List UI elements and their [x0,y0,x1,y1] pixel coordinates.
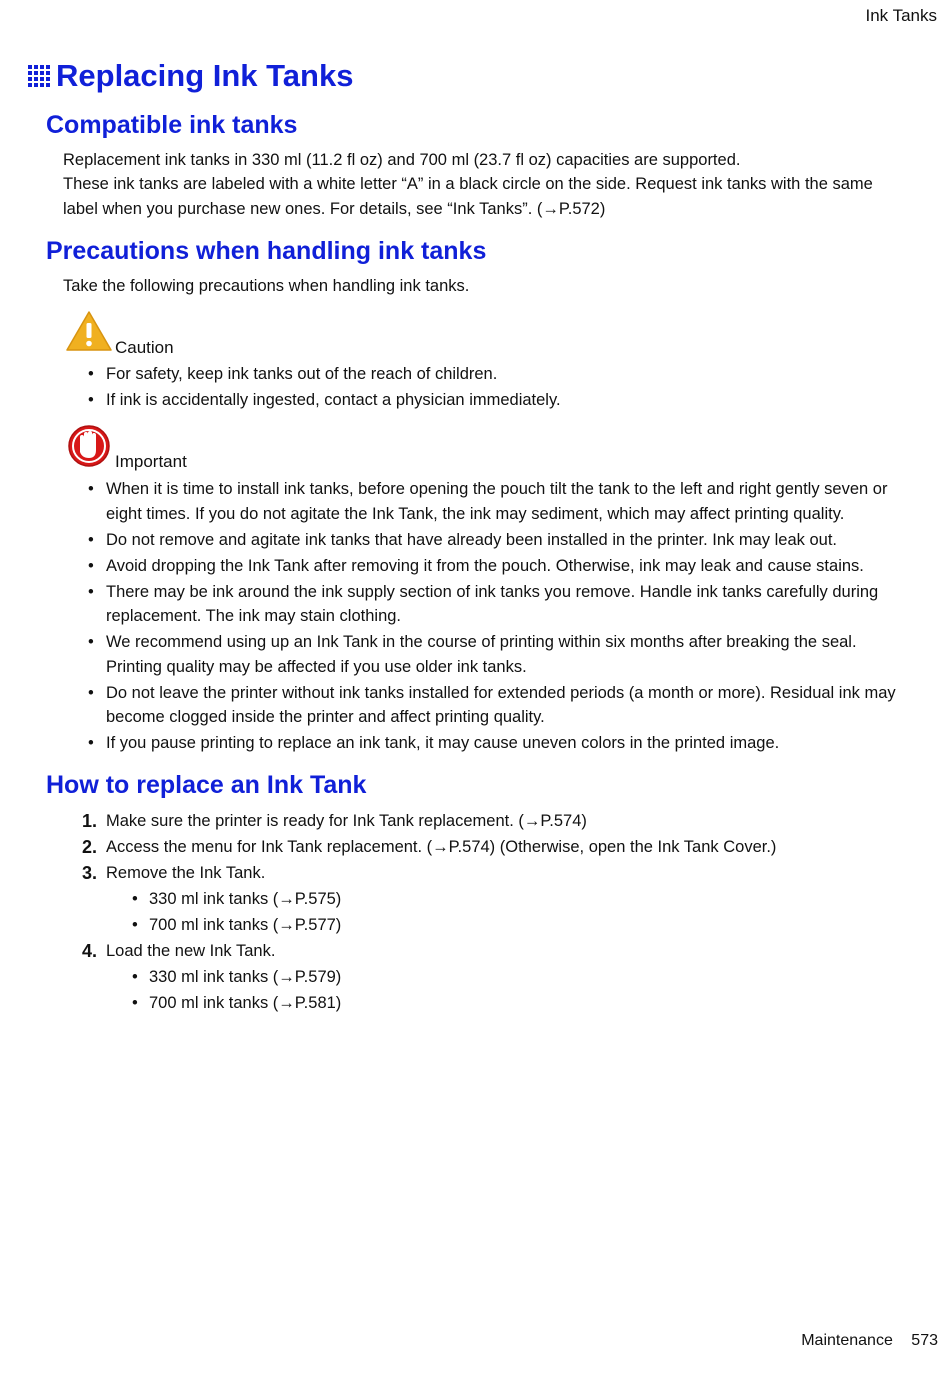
sub-item: • 700 ml ink tanks (→P.577) [106,913,900,937]
important-list [88,477,908,757]
running-header: Ink Tanks [865,6,937,25]
step-3-sublist [106,887,900,937]
stop-hand-icon [67,424,111,468]
page-title-text: Replacing Ink Tanks [56,58,354,93]
heading-compatible: Compatible ink tanks [46,111,298,139]
warning-triangle-icon [65,310,113,352]
caution-label: Caution [115,338,174,357]
page-number: 573 [911,1332,938,1349]
step-text: Load the new Ink Tank. [106,942,276,960]
heading-howto: How to replace an Ink Tank [46,771,367,799]
step-text: Remove the Ink Tank. [106,864,266,882]
step-number: 2. [82,837,98,857]
list-item: • Avoid dropping the Ink Tank after removing it from the pouch. Otherwise, ink may leak and cause stains. [88,554,908,579]
step-text: Access the menu for Ink Tank replacement. (→P.574) (Otherwise, open the Ink Tank Cover.) [106,838,777,856]
list-item: • For safety, keep ink tanks out of the reach of children. [88,362,908,387]
step-number: 1. [82,811,98,831]
step-text: Make sure the printer is ready for Ink Tank replacement. (→P.574) [106,812,587,830]
compatible-line-2: These ink tanks are labeled with a white letter “A” in a black circle on the side. Request ink tanks with the same label when you purchase new ones. For details, see “Ink Tanks”. (→P.572) [63,175,873,218]
step-1 [80,809,900,833]
steps-list [80,809,900,1017]
list-item: • Do not remove and agitate ink tanks that have already been installed in the printer. Ink may leak out. [88,528,908,553]
precautions-intro: Take the following precautions when handling ink tanks. [63,277,470,295]
step-number: 4. [82,941,98,961]
step-4 [80,939,900,1015]
list-item: • When it is time to install ink tanks, before opening the pouch tilt the tank to the left and right gently seven or eight times. If you do not agitate the Ink Tank, the ink may sediment, which may affect printing quality. [88,477,908,526]
step-2 [80,835,900,859]
caution-list [88,362,908,414]
important-label: Important [115,452,187,471]
list-item: • If you pause printing to replace an ink tank, it may cause uneven colors in the printed image. [88,731,908,756]
page-title [28,58,353,94]
step-3 [80,861,900,937]
list-item: • Do not leave the printer without ink tanks installed for extended periods (a month or more). Residual ink may become clogged inside the printer and affect printing quality. [88,681,908,730]
sub-item: • 330 ml ink tanks (→P.579) [106,965,900,989]
compatible-line-1: Replacement ink tanks in 330 ml (11.2 fl oz) and 700 ml (23.7 fl oz) capacities are supported. [63,151,741,169]
footer-chapter: Maintenance [801,1332,893,1349]
page-footer [801,1332,938,1350]
step-4-sublist [106,965,900,1015]
list-item: • There may be ink around the ink supply section of ink tanks you remove. Handle ink tanks carefully during replacement. The ink may stain clothing. [88,580,908,629]
list-item: • If ink is accidentally ingested, contact a physician immediately. [88,388,908,413]
list-item: • We recommend using up an Ink Tank in the course of printing within six months after breaking the seal. Printing quality may be affected if you use older ink tanks. [88,630,908,679]
sub-item: • 330 ml ink tanks (→P.575) [106,887,900,911]
sub-item: • 700 ml ink tanks (→P.581) [106,991,900,1015]
step-number: 3. [82,863,98,883]
section-grid-icon [28,65,50,87]
heading-precautions: Precautions when handling ink tanks [46,237,487,265]
